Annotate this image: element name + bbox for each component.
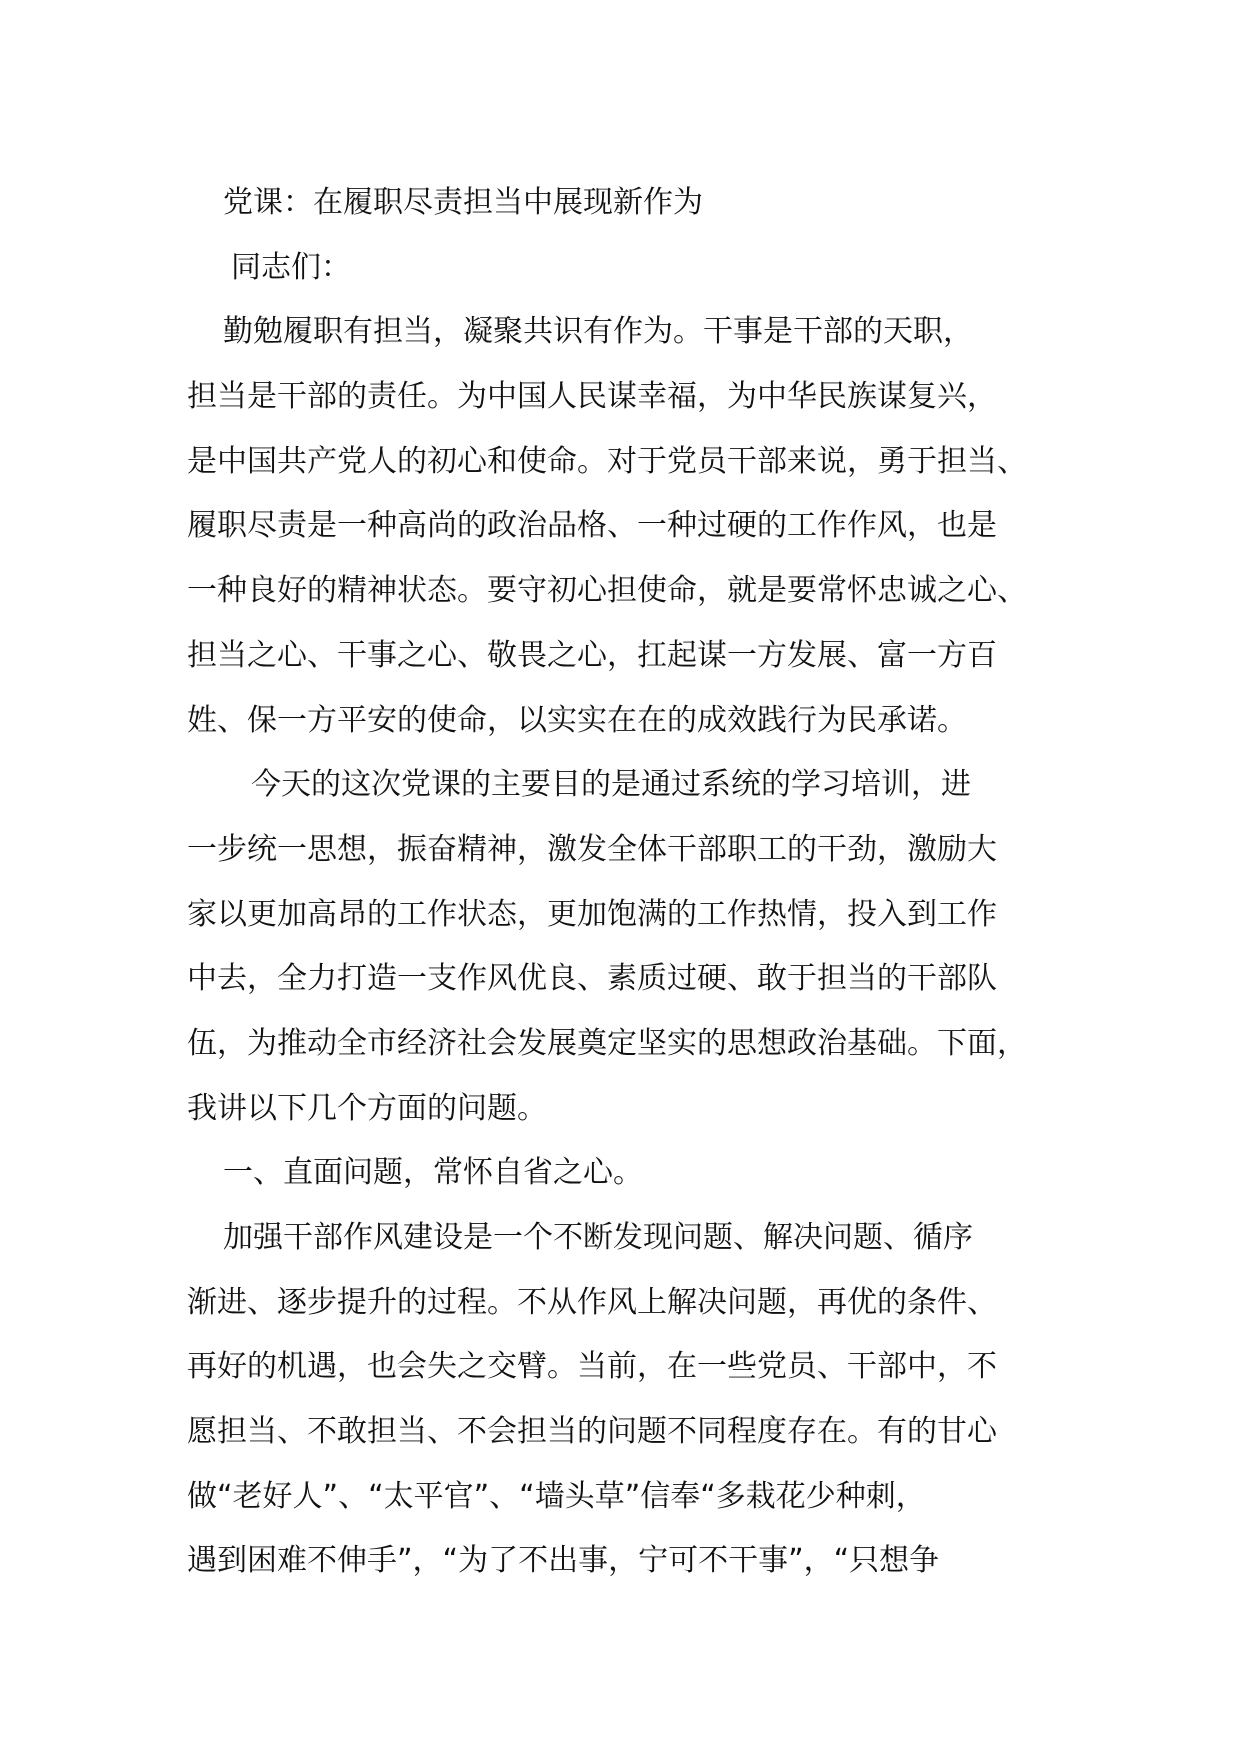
paragraph-line: 做“老好人”、“太平官”、“墙头草”信奉“多栽花少种刺， <box>187 1478 926 1514</box>
paragraph-line: 担当之心、干事之心、敬畏之心，扛起谋一方发展、富一方百 <box>187 637 997 673</box>
paragraph-line: 勤勉履职有担当，凝聚共识有作为。干事是干部的天职， <box>223 314 973 350</box>
paragraph-line: 姓、保一方平安的使命，以实实在在的成效践行为民承诺。 <box>187 702 967 738</box>
section-heading: 一、直面问题，常怀自省之心。 <box>223 1155 643 1191</box>
paragraph-line: 今天的这次党课的主要目的是通过系统的学习培训，进 <box>251 767 971 803</box>
paragraph-line: 我讲以下几个方面的问题。 <box>187 1090 547 1126</box>
paragraph-line: 愿担当、不敢担当、不会担当的问题不同程度存在。有的甘心 <box>187 1414 997 1450</box>
paragraph-line: 家以更加高昂的工作状态，更加饱满的工作热情，投入到工作 <box>187 896 997 932</box>
salutation: 同志们： <box>231 249 351 285</box>
document-body <box>187 171 1087 1594</box>
paragraph-line: 渐进、逐步提升的过程。不从作风上解决问题，再优的条件、 <box>187 1284 997 1320</box>
paragraph-line: 伍，为推动全市经济社会发展奠定坚实的思想政治基础。下面， <box>187 1025 1027 1061</box>
paragraph-line: 一步统一思想，振奋精神，激发全体干部职工的干劲，激励大 <box>187 831 997 867</box>
paragraph-line: 担当是干部的责任。为中国人民谋幸福，为中华民族谋复兴， <box>187 379 997 415</box>
paragraph-line: 履职尽责是一种高尚的政治品格、一种过硬的工作作风，也是 <box>187 508 997 544</box>
paragraph-line: 是中国共产党人的初心和使命。对于党员干部来说，勇于担当、 <box>187 443 1027 479</box>
paragraph-line: 加强干部作风建设是一个不断发现问题、解决问题、循序 <box>223 1220 973 1255</box>
paragraph-line: 一种良好的精神状态。要守初心担使命，就是要常怀忠诚之心、 <box>187 573 1027 609</box>
paragraph-line: 再好的机遇，也会失之交臂。当前，在一些党员、干部中，不 <box>187 1349 997 1385</box>
paragraph-line: 遇到困难不伸手”，“为了不出事，宁可不干事”，“只想争 <box>187 1543 940 1579</box>
paragraph-line: 中去，全力打造一支作风优良、素质过硬、敢于担当的干部队 <box>187 961 997 997</box>
document-title: 党课：在履职尽责担当中展现新作为 <box>223 185 703 220</box>
